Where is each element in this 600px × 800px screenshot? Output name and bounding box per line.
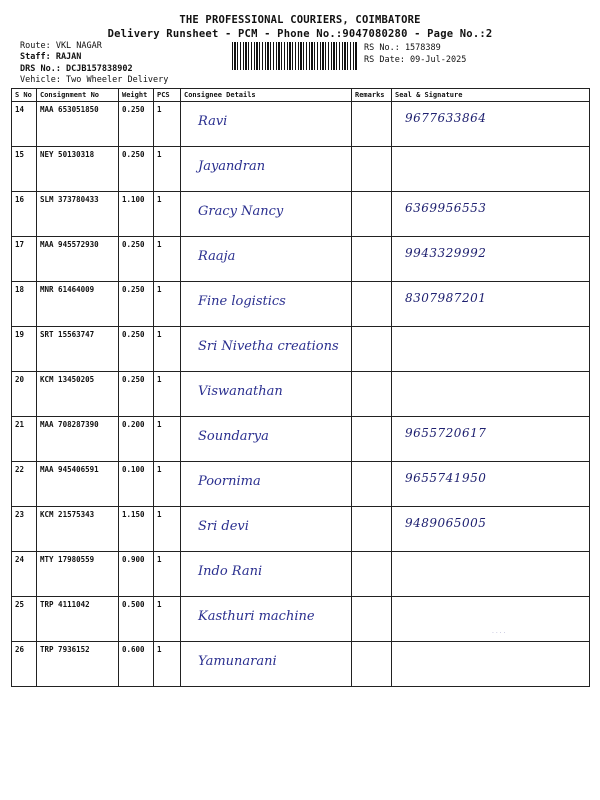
consignment-number: MNR 61464009 [40,285,95,294]
weight-value-cell [119,147,154,192]
runsheet-table [11,88,590,687]
table-row [12,102,590,147]
seal-signature: 9677633864 [405,111,487,125]
remarks-cell-cell [352,237,392,282]
weight-value-cell [119,282,154,327]
consignee-handwritten-cell [181,417,352,462]
serial-number-cell [12,552,37,597]
consignee-handwritten: Indo Rani [198,564,263,579]
consignee-handwritten: Fine logistics [198,294,286,309]
serial-number-cell [12,372,37,417]
remarks-cell-cell [352,417,392,462]
consignee-handwritten: Kasthuri machine [198,609,315,624]
seal-signature-cell [392,417,590,462]
serial-number-cell [12,642,37,687]
serial-number: 16 [15,195,25,204]
remarks-cell-cell [352,372,392,417]
pcs-value-cell [154,192,181,237]
pcs-value-cell [154,372,181,417]
weight-value-cell [119,507,154,552]
seal-signature-cell [392,552,590,597]
weight-value: 1.100 [122,195,145,204]
remarks-cell-cell [352,282,392,327]
remarks-cell-cell [352,597,392,642]
pcs-value: 1 [157,150,162,159]
table-row [12,552,590,597]
pcs-value: 1 [157,465,162,474]
serial-number-cell [12,102,37,147]
table-row [12,507,590,552]
pcs-value: 1 [157,600,162,609]
serial-number-cell [12,147,37,192]
consignment-number-cell [37,507,119,552]
consignment-number: TRP 4111042 [40,600,90,609]
consignment-number: SLM 373780433 [40,195,99,204]
column-header: Consignee Details [181,89,352,102]
weight-value-cell [119,597,154,642]
consignment-number-cell [37,282,119,327]
serial-number-cell [12,507,37,552]
remarks-cell-cell [352,642,392,687]
serial-number: 17 [15,240,25,249]
consignee-handwritten-cell [181,597,352,642]
consignment-number-cell [37,417,119,462]
weight-value-cell [119,642,154,687]
weight-value-cell [119,462,154,507]
serial-number-cell [12,417,37,462]
pcs-value: 1 [157,510,162,519]
consignee-handwritten-cell [181,282,352,327]
weight-value: 0.900 [122,555,145,564]
remarks-cell-cell [352,192,392,237]
consignee-handwritten-cell [181,372,352,417]
consignee-handwritten-cell [181,552,352,597]
pcs-value-cell [154,327,181,372]
remarks-cell-cell [352,462,392,507]
pcs-value-cell [154,417,181,462]
serial-number: 20 [15,375,25,384]
vehicle-label: Vehicle: Two Wheeler Delivery [20,75,169,85]
pcs-value-cell [154,597,181,642]
runsheet-subtitle: Delivery Runsheet - PCM - Phone No.:9047080280 - Page No.:2 [107,28,493,40]
weight-value: 0.200 [122,420,145,429]
weight-value-cell [119,417,154,462]
weight-value: 0.250 [122,105,145,114]
table-row [12,327,590,372]
pcs-value-cell [154,642,181,687]
rs-number: RS No.: 1578389 [364,43,441,53]
consignee-handwritten: Gracy Nancy [198,204,284,219]
faint-stamp-mark: · · · · [492,630,506,637]
weight-value: 0.100 [122,465,145,474]
serial-number-cell [12,327,37,372]
consignment-number: SRT 15563747 [40,330,95,339]
seal-signature [395,600,586,606]
pcs-value: 1 [157,285,162,294]
consignment-number-cell [37,372,119,417]
consignee-handwritten-cell [181,642,352,687]
column-header: PCS [154,89,181,102]
seal-signature [395,555,586,561]
consignment-number-cell [37,462,119,507]
barcode [232,42,358,70]
consignment-number: MAA 708287390 [40,420,99,429]
pcs-value-cell [154,552,181,597]
pcs-value: 1 [157,195,162,204]
consignee-handwritten: Poornima [198,474,261,489]
seal-signature-cell [392,192,590,237]
drs-number: DRS No.: DCJB157838902 [20,64,133,74]
weight-value: 0.250 [122,240,145,249]
consignment-number: TRP 7936152 [40,645,90,654]
consignee-handwritten: Soundarya [198,429,269,444]
weight-value-cell [119,372,154,417]
weight-value: 0.250 [122,150,145,159]
consignee-handwritten-cell [181,327,352,372]
route-label: Route: VKL NAGAR [20,41,102,51]
seal-signature [395,645,586,651]
seal-signature: 9943329992 [405,246,487,260]
serial-number: 23 [15,510,25,519]
serial-number: 14 [15,105,25,114]
consignee-handwritten: Ravi [198,114,228,129]
seal-signature: 9655720617 [405,426,487,440]
consignment-number: MTY 17980559 [40,555,95,564]
serial-number-cell [12,462,37,507]
consignee-handwritten: Yamunarani [198,654,277,669]
table-row [12,147,590,192]
seal-signature-cell [392,507,590,552]
remarks-cell-cell [352,552,392,597]
consignee-handwritten-cell [181,192,352,237]
consignee-handwritten-cell [181,102,352,147]
pcs-value: 1 [157,645,162,654]
consignee-handwritten: Jayandran [198,159,266,174]
seal-signature [395,375,586,381]
serial-number: 18 [15,285,25,294]
pcs-value-cell [154,147,181,192]
seal-signature-cell [392,462,590,507]
consignment-number: KCM 13450205 [40,375,95,384]
staff-label: Staff: RAJAN [20,52,82,62]
weight-value: 0.250 [122,330,145,339]
weight-value-cell [119,192,154,237]
serial-number-cell [12,282,37,327]
seal-signature: 8307987201 [405,291,487,305]
consignment-number-cell [37,597,119,642]
table-row [12,237,590,282]
weight-value: 0.600 [122,645,145,654]
column-header: Seal & Signature [392,89,590,102]
consignment-number-cell [37,237,119,282]
serial-number: 15 [15,150,25,159]
column-header: Remarks [352,89,392,102]
weight-value-cell [119,327,154,372]
pcs-value: 1 [157,105,162,114]
weight-value-cell [119,237,154,282]
consignee-handwritten: Raaja [198,249,236,264]
serial-number-cell [12,192,37,237]
pcs-value-cell [154,237,181,282]
consignee-handwritten-cell [181,462,352,507]
weight-value: 0.250 [122,375,145,384]
remarks-cell-cell [352,507,392,552]
consignee-handwritten: Sri Nivetha creations [198,339,339,354]
pcs-value-cell [154,462,181,507]
table-row [12,462,590,507]
seal-signature: 9489065005 [405,516,487,530]
seal-signature: 9655741950 [405,471,487,485]
consignment-number: NEY 50130318 [40,150,95,159]
pcs-value-cell [154,102,181,147]
seal-signature [395,330,586,336]
serial-number-cell [12,597,37,642]
seal-signature-cell [392,327,590,372]
seal-signature-cell [392,237,590,282]
column-header: S No [12,89,37,102]
seal-signature: 6369956553 [405,201,487,215]
pcs-value-cell [154,282,181,327]
pcs-value-cell [154,507,181,552]
company-title: THE PROFESSIONAL COURIERS, COIMBATORE [179,14,421,26]
table-header [12,89,590,102]
consignment-number: KCM 21575343 [40,510,95,519]
pcs-value: 1 [157,555,162,564]
weight-value: 1.150 [122,510,145,519]
serial-number: 21 [15,420,25,429]
consignment-number-cell [37,642,119,687]
consignment-number-cell [37,192,119,237]
serial-number-cell [12,237,37,282]
consignment-number-cell [37,102,119,147]
consignment-number-cell [37,327,119,372]
serial-number: 26 [15,645,25,654]
column-header: Consignment No [37,89,119,102]
consignment-number: MAA 653051850 [40,105,99,114]
remarks-cell-cell [352,102,392,147]
consignee-handwritten: Sri devi [198,519,249,534]
seal-signature-cell [392,282,590,327]
seal-signature-cell [392,597,590,642]
seal-signature-cell [392,372,590,417]
consignee-handwritten-cell [181,147,352,192]
table-row [12,417,590,462]
consignment-number: MAA 945406591 [40,465,99,474]
serial-number: 24 [15,555,25,564]
consignee-handwritten-cell [181,237,352,282]
seal-signature-cell [392,147,590,192]
seal-signature-cell [392,102,590,147]
consignee-handwritten-cell [181,507,352,552]
remarks-cell-cell [352,327,392,372]
consignment-number-cell [37,147,119,192]
table-row [12,282,590,327]
pcs-value: 1 [157,330,162,339]
serial-number: 19 [15,330,25,339]
table-row [12,642,590,687]
column-header: Weight [119,89,154,102]
remarks-cell-cell [352,147,392,192]
pcs-value: 1 [157,240,162,249]
pcs-value: 1 [157,420,162,429]
weight-value-cell [119,552,154,597]
consignment-number-cell [37,552,119,597]
consignment-number: MAA 945572930 [40,240,99,249]
rs-date: RS Date: 09-Jul-2025 [364,55,467,65]
weight-value-cell [119,102,154,147]
weight-value: 0.250 [122,285,145,294]
pcs-value: 1 [157,375,162,384]
serial-number: 22 [15,465,25,474]
consignee-handwritten: Viswanathan [198,384,283,399]
table-row [12,372,590,417]
seal-signature-cell [392,642,590,687]
weight-value: 0.500 [122,600,145,609]
serial-number: 25 [15,600,25,609]
seal-signature [395,150,586,156]
table-row [12,192,590,237]
